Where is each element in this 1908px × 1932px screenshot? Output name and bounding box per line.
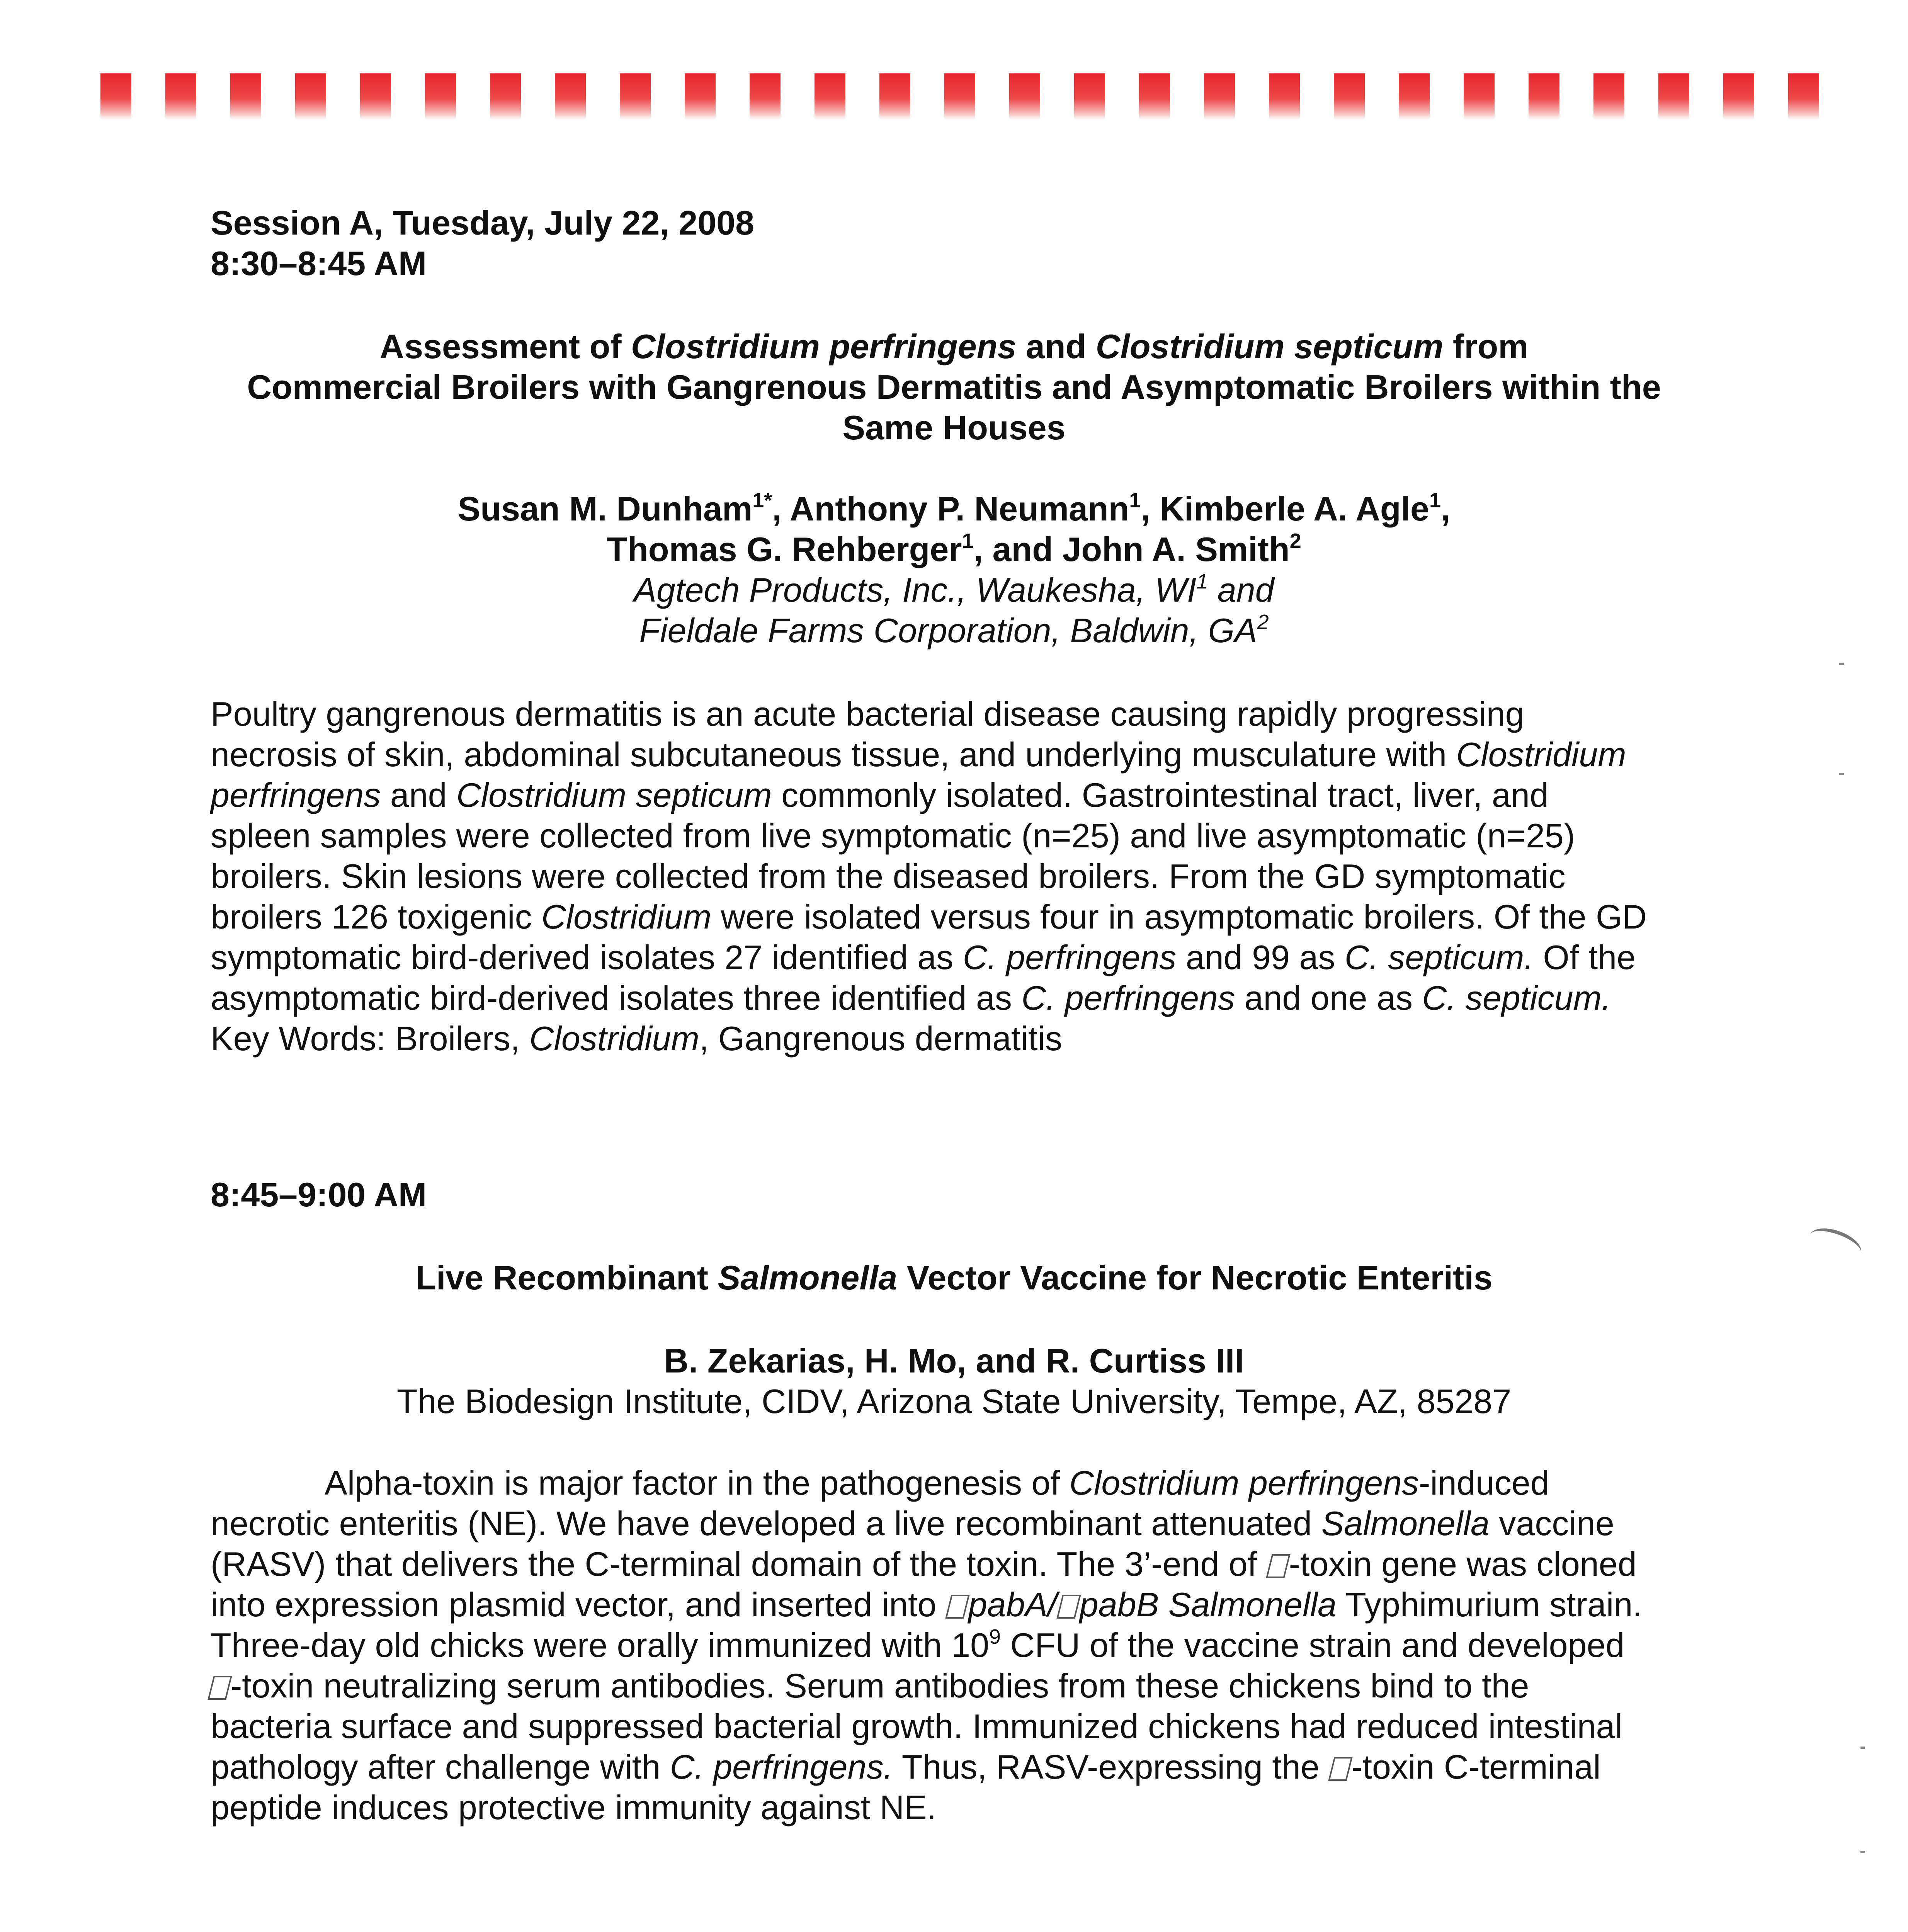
scan-speck bbox=[1860, 1851, 1865, 1853]
missing-glyph-icon bbox=[1056, 1595, 1081, 1619]
talk1-authors-line2: Thomas G. Rehberger$^1$, and John A. Smith$^2$ bbox=[607, 529, 1301, 568]
abstract-line: necrotic enteritis (NE). We have developed a live recombinant attenuated Salmonella vaccine bbox=[211, 1504, 1614, 1543]
header-dash-band bbox=[0, 0, 1908, 139]
talk1-title-line2: Commercial Broilers with Gangrenous Dermatitis and Asymptomatic Broilers within the bbox=[247, 368, 1661, 406]
scan-speck bbox=[1839, 663, 1844, 665]
missing-glyph-icon bbox=[1328, 1757, 1352, 1781]
talk2-title: Live Recombinant Salmonella Vector Vaccine for Necrotic Enteritis bbox=[415, 1259, 1493, 1297]
talk1-authors-line1: Susan M. Dunham$^{1*}$, Anthony P. Neumann$^1$, Kimberle A. Agle$^1$, bbox=[457, 489, 1451, 528]
abstract-line: perfringens and Clostridium septicum commonly isolated. Gastrointestinal tract, liver, and bbox=[211, 776, 1549, 814]
abstract-line: peptide induces protective immunity against NE. bbox=[211, 1788, 937, 1827]
abstract-line: broilers 126 toxigenic Clostridium were isolated versus four in asymptomatic broilers. Of the GD bbox=[211, 898, 1647, 936]
abstract-line: pathology after challenge with C. perfringens. Thus, RASV-expressing the -toxin C-terminal bbox=[211, 1748, 1601, 1786]
missing-glyph-icon bbox=[207, 1676, 232, 1700]
talk1-title-line1: Assessment of Clostridium perfringens and Clostridium septicum from bbox=[379, 327, 1529, 366]
talk1-affiliation-line2: Fieldale Farms Corporation, Baldwin, $GA^2$ bbox=[639, 611, 1269, 650]
abstract-line: bacteria surface and suppressed bacterial growth. Immunized chickens had reduced intestinal bbox=[211, 1707, 1623, 1745]
session-heading: Session A, Tuesday, July 22, 2008 bbox=[211, 204, 755, 242]
abstract-line: spleen samples were collected from live symptomatic (n=25) and live asymptomatic (n=25) bbox=[211, 816, 1575, 855]
missing-glyph-icon bbox=[945, 1595, 969, 1619]
talk1-affiliation-line1: Agtech Products, Inc., Waukesha, $WI^1$ and bbox=[634, 570, 1274, 609]
scan-speck bbox=[1839, 773, 1844, 775]
abstract-line: Poultry gangrenous dermatitis is an acute bacterial disease causing rapidly progressing bbox=[211, 695, 1524, 733]
abstract-line: necrosis of skin, abdominal subcutaneous tissue, and underlying musculature with Clostridium bbox=[211, 735, 1626, 774]
abstract-line: asymptomatic bird-derived isolates three identified as C. perfringens and one as C. septicum. bbox=[211, 979, 1611, 1017]
abstract-line: broilers. Skin lesions were collected from the diseased broilers. From the GD symptomatic bbox=[211, 857, 1566, 895]
missing-glyph-icon bbox=[1266, 1554, 1290, 1578]
abstract-line: into expression plasmid vector, and inserted into pabA/ pabB Salmonella Typhimurium strain. bbox=[211, 1585, 1642, 1624]
talk2-affiliation: The Biodesign Institute, CIDV, Arizona State University, Tempe, AZ, 85287 bbox=[396, 1382, 1512, 1420]
talk1-title-line3: Same Houses bbox=[842, 408, 1066, 447]
abstract-line: (RASV) that delivers the C-terminal domain of the toxin. The 3’-end of -toxin gene was cloned bbox=[211, 1545, 1637, 1583]
talk1-time: 8:30–8:45 AM bbox=[211, 244, 427, 282]
talk2-time: 8:45–9:00 AM bbox=[211, 1175, 427, 1214]
abstract-line: Three-day old chicks were orally immunized with $10^9$ CFU of the vaccine strain and developed bbox=[211, 1625, 1625, 1664]
abstract-line: -toxin neutralizing serum antibodies. Serum antibodies from these chickens bind to the bbox=[211, 1665, 1529, 1706]
scan-speck bbox=[1860, 1747, 1865, 1749]
key-words: Key Words: Broilers, Clostridium, Gangrenous dermatitis bbox=[211, 1019, 1063, 1058]
abstract-line: Alpha-toxin is major factor in the pathogenesis of Clostridium perfringens-induced bbox=[325, 1464, 1549, 1502]
abstract-line: symptomatic bird-derived isolates 27 identified as C. perfringens and 99 as C. septicum. Of the bbox=[211, 938, 1636, 976]
talk2-authors: B. Zekarias, H. Mo, and R. Curtiss III bbox=[664, 1342, 1244, 1380]
